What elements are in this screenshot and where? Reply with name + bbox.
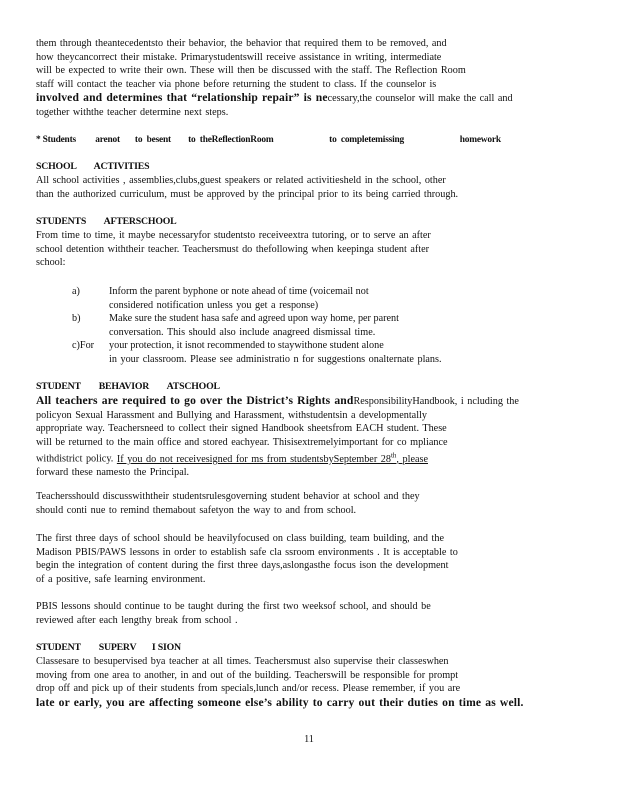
bold-text: involved and determines that “relationship repair” is ne xyxy=(36,91,328,105)
superscript: th xyxy=(390,451,397,460)
text-fragment: cessary,the counselor will make the call and xyxy=(327,93,513,105)
text-line: Classesare to besupervised bya teacher at all times. Teachersmust also supervise their classeswhen xyxy=(36,656,449,667)
text-line: policyon Sexual Harassment and Bullying and Harassment, withstudentsin a developmentally xyxy=(36,409,427,421)
rules-paragraph xyxy=(36,490,562,517)
list-marker: b) xyxy=(72,313,81,325)
text-line: should conti nue to remind themabout safetyon the way to and from school. xyxy=(36,504,357,516)
text-line: drop off and pick up of their students from specials,lunch and/or recess. Please remember, if you are xyxy=(36,683,461,695)
after-school-list xyxy=(72,285,560,367)
list-item xyxy=(72,339,560,353)
list-item xyxy=(72,285,560,299)
text-line: begin the integration of content during the first three days,aslongasthe focus ison the development xyxy=(36,560,449,572)
list-item-continuation: considered notification unless you get a response) xyxy=(109,299,319,311)
list-item-continuation: in your classroom. Please see administratio n for suggestions onalternate plans. xyxy=(109,353,442,365)
text-line: late or early, you are affecting someone else’s ability to carry out their duties on time as well. xyxy=(36,695,524,709)
behavior-paragraph xyxy=(36,394,562,480)
text-line xyxy=(36,394,562,409)
list-item xyxy=(72,312,560,326)
text-line: how theycancorrect their mistake. Primarystudentswill receive assistance in writing, intermediate xyxy=(36,51,442,63)
section-heading-school-activities: SCHOOL ACTIVITIES xyxy=(36,161,150,172)
text-line: school detention withtheir teacher. Teachersmust do thefollowing when keepinga student after xyxy=(36,243,429,255)
after-school-paragraph xyxy=(36,229,562,270)
bold-text: All teachers are required to go over the District’s Rights and xyxy=(36,394,354,407)
text-line: PBIS lessons should continue to be taught during the first two weeksof school, and should be xyxy=(36,601,431,612)
reflection-paragraph xyxy=(36,37,562,120)
text-fragment: ResponsibilityHandbook, i ncluding the xyxy=(353,396,519,407)
text-fragment: withdistrict policy. xyxy=(36,453,114,465)
text-line xyxy=(36,449,562,466)
text-line: The first three days of school should be heavilyfocused on class building, team building, and the xyxy=(36,533,444,544)
text-line: Teachersshould discusswiththeir studentsrulesgoverning student behavior at school and they xyxy=(36,491,420,502)
text-line: of a positive, safe learning environment. xyxy=(36,573,206,585)
text-line: forward these namesto the Principal. xyxy=(36,467,190,479)
text-fragment: , please xyxy=(396,453,428,465)
missing-homework-note: * Students arenot to besent to theReflectionRoom to completemissing homework xyxy=(36,135,501,145)
list-item-text: Make sure the student hasa safe and agreed upon way home, per parent xyxy=(109,313,399,325)
section-heading-supervision: STUDENT SUPERV I SION xyxy=(36,642,181,653)
list-item-continuation: conversation. This should also include anagreed dismissal time. xyxy=(109,326,376,338)
text-line: together withthe teacher determine next steps. xyxy=(36,106,229,118)
section-heading-behavior: STUDENT BEHAVIOR ATSCHOOL xyxy=(36,381,220,392)
list-item-text: Inform the parent byphone or note ahead of time (voicemail not xyxy=(109,286,369,297)
text-line: school: xyxy=(36,257,66,269)
text-line: All school activities , assemblies,clubs,guest speakers or related activitiesheld in the school, other xyxy=(36,175,446,186)
text-fragment: If you do not receivesigned for ms from studentsbySeptember 28 xyxy=(116,453,391,465)
text-line: them through theantecedentsto their behavior, the behavior that required them to be removed, and xyxy=(36,38,447,49)
first-days-paragraph xyxy=(36,532,562,586)
text-line: reviewed after each lengthy break from school . xyxy=(36,614,238,626)
school-activities-paragraph xyxy=(36,174,562,201)
section-heading-after-school: STUDENTS AFTERSCHOOL xyxy=(36,216,177,227)
underlined-text xyxy=(116,451,428,465)
text-line: staff will contact the teacher via phone before returning the student to class. If the counselor is xyxy=(36,78,437,90)
text-line: than the authorized curriculum, must be approved by the principal prior to its being carried through. xyxy=(36,188,459,200)
supervision-paragraph xyxy=(36,655,562,709)
page-number: 11 xyxy=(304,734,314,745)
text-line: will be expected to write their own. These will then be discussed with the staff. The Reflection Room xyxy=(36,65,466,77)
text-line: will be returned to the main office and stored eachyear. Thisisextremelyimportant for co mpliance xyxy=(36,436,448,448)
list-marker: c)For xyxy=(72,340,95,352)
text-line: appropriate way. Teachersneed to collect their signed Handbook sheetsfrom EACH student. These xyxy=(36,423,447,435)
text-line: From time to time, it maybe necessaryfor studentsto receiveextra tutoring, or to serve an after xyxy=(36,230,431,241)
pbis-paragraph xyxy=(36,600,562,627)
text-line: moving from one area to another, in and out of the building. Teacherswill be responsible for prompt xyxy=(36,669,459,681)
text-line: Madison PBIS/PAWS lessons in order to establish safe cla ssroom environments . It is acceptable to xyxy=(36,546,458,558)
list-item-text: your protection, it isnot recommended to staywithone student alone xyxy=(109,340,384,352)
list-marker: a) xyxy=(72,286,80,297)
text-line xyxy=(36,91,562,106)
